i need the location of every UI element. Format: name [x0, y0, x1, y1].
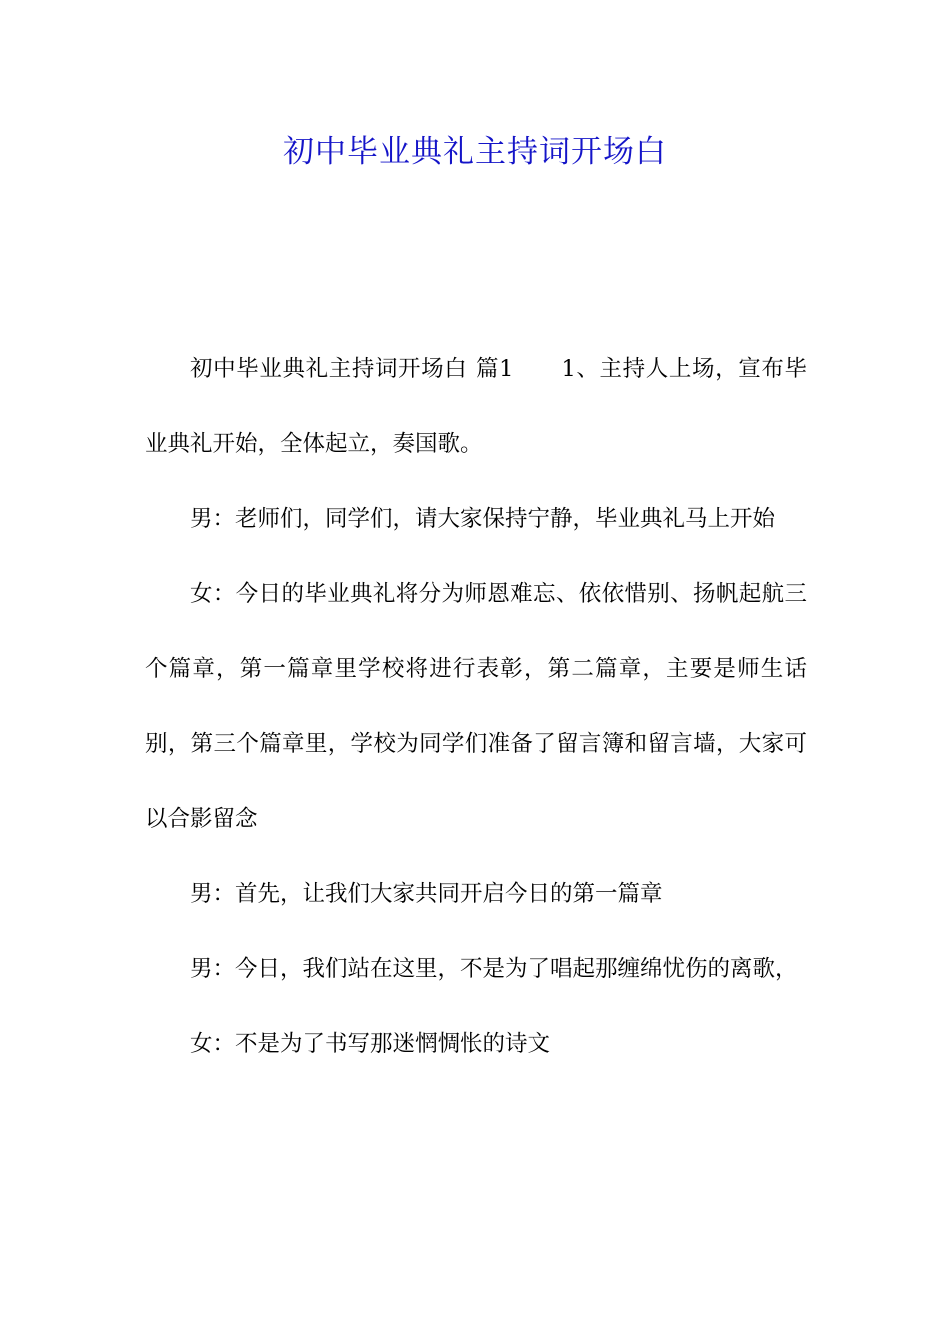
document-title: 初中毕业典礼主持词开场白: [283, 134, 667, 170]
paragraph: 女：今日的毕业典礼将分为师恩难忘、依依惜别、扬帆起航三个篇章，第一篇章里学校将进行表彰，第二篇章，主要是师生话别，第三个篇章里，学校为同学们准备了留言簿和留言墙，大家可以合影留念: [145, 581, 807, 832]
document-body: [145, 332, 807, 1082]
paragraph: 男：老师们，同学们，请大家保持宁静，毕业典礼马上开始: [190, 506, 776, 532]
paragraph: 男：首先，让我们大家共同开启今日的第一篇章: [190, 881, 663, 907]
paragraph: 男：今日，我们站在这里，不是为了唱起那缠绵忧伤的离歌，: [190, 956, 798, 982]
intro-text: 1、主持人上场，宣布毕业典礼开始，全体起立，奏国歌。: [145, 356, 807, 457]
paragraph: 女：不是为了书写那迷惘惆怅的诗文: [190, 1031, 551, 1057]
paragraph-intro: [145, 332, 807, 482]
intro-section: 篇1: [475, 356, 514, 382]
intro-heading: 初中毕业典礼主持词开场白: [190, 356, 468, 382]
